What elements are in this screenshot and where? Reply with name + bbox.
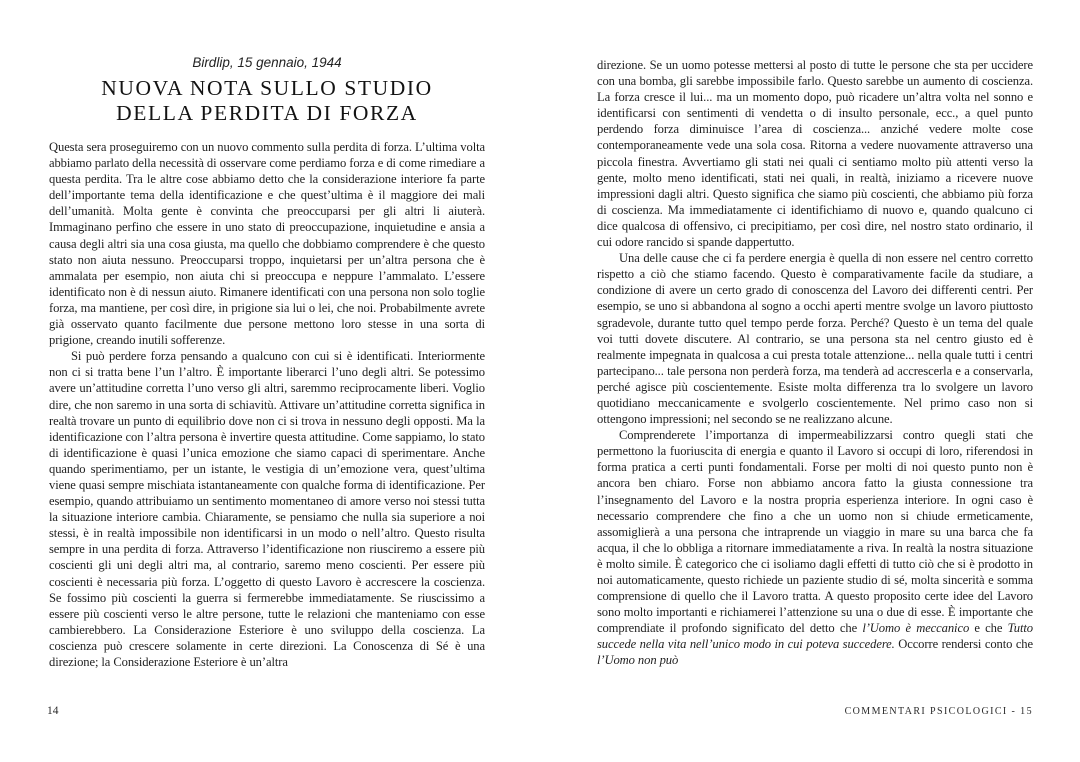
text-run: e che [969,621,1008,636]
text-run: Comprenderete l’importanza di impermeabilizzarsi contro quegli stati che permettono la fuoriuscita di energia e quanto il Lavoro si occupi di loro, riferendosi in forma pratica a certi punti fondamentali. Forse per molti di noi questo punto non è ancora ben chiaro. Forse non abbiamo ancora fatto la giusta connessione tra l’insegnamento del Lavoro e la nostra propria esperienza interiore. In ogni caso è necessario comprendere che fino a che un uomo non si chiude ermeticamente, assomiglierà a una persona che intraprende un viaggio in mare su una barca che fa acqua, il che lo obbliga a ritornare immediatamente a riva. In realtà la nostra situazione è molto simile. È categorico che ci isoliamo dagli effetti di tutto ciò che si è prodotto in noi automaticamente, questo richiede un paziente studio di sé, molta sincerità e somma comprensione di quello che il Lavoro tratta. A questo proposito certe idee del Lavoro sono molto importanti e richiamerei l’attenzione su una o due di esse. È importante che comprendiate il profondo significato del detto che [597,428,1033,636]
paragraph [597,57,1033,250]
dateline: Birdlip, 15 gennaio, 1944 [192,55,342,70]
title-line-1: NUOVA NOTA SULLO STUDIO [101,76,433,100]
article-title [49,76,485,126]
paragraph [597,427,1033,668]
text-run: Occorre rendersi conto che [894,637,1033,652]
italic-run: l’Uomo non può [597,653,679,668]
title-line-2: DELLA PERDITA DI FORZA [116,101,418,125]
italic-run: Tutto succede nella vita nell’unico modo in cui poteva succedere. [597,621,1033,652]
text-run: Questa sera proseguiremo con un nuovo commento sulla perdita di forza. L’ultima volta abbiamo parlato della necessità di osservare come perdiamo forza e di come rimediare a questa perdita. Tra le altre cose abbiamo detto che la considerazione interiore fa parte dell’importante tema della identificazione e che quest’ultima è il maggiore dei mali dell’umanità. Molta gente è convinta che preoccuparsi per gli altri li aiuterà. Immaginano perfino che essere in uno stato di preoccupazione, inquietudine e ansia a causa degli altri sia una cosa giusta, ma quello che dobbiamo comprendere è che questo stato non aiuta nessuno. Preoccuparsi troppo, inquietarsi per un’altra persona che è ammalata per esempio, non aiuta chi si preoccupa e neppure l’ammalato. L’essere identificato non è di nessun aiuto. Rimanere identificati con una persona non solo toglie forza, ma mantiene, per così dire, in prigione sia lui o lei, che noi. Probabilmente avrete già osservato quanto facilmente due persone mettono loro stesse in una sorta di prigione, creando inutili sofferenze. [49,140,485,348]
text-run: direzione. Se un uomo potesse mettersi al posto di tutte le persone che sta per uccidere con una bomba, gli sarebbe impossibile farlo. Questo sarebbe un aumento di coscienza. La forza cresce il lui... ma un momento dopo, può ricadere un’altra volta nel sonno e identificarsi con sentimenti di vendetta o di insulto personale, ecc., a quel punto perdendo forza diminuisce l’area di coscienza... anziché vedere molte cose contemporaneamente vede una sola cosa. Ritorna a vedere nuovamente attraverso una piccola finestra. Avvertiamo gli stati nei quali ci sentiamo molto più attenti verso la gente, molto meno identificati, stati nei quali, in realtà, iniziamo a ricevere nuove impressioni dagli altri. Questo significa che siamo più coscienti, che abbiamo più forza di coscienza. Ma immediatamente ci identifichiamo di nuovo e, quando qualcuno ci dice qualcosa di offensivo, ci precipitiamo, per così dire, nel nostro stato ordinario, il cui odore rancido si spande dappertutto. [597,58,1033,250]
left-page-body [49,139,485,670]
italic-run: l’Uomo è meccanico [862,621,970,636]
text-run: Si può perdere forza pensando a qualcuno con cui si è identificati. Interiormente non ci si tratta bene l’un l’altro. È importante liberarci l’uno degli altri. Se potessimo avere un’attitudine corretta l’uno verso gli altri, saremmo reciprocamente liberi. Voglio dire, che non saremo in una sorta di schiavitù. Attivare un’attitudine corretta significa in realtà trovare un punto di equilibrio dove non ci si trova in nessuno degli opposti. Ma la identificazione con l’altra persona è invertire questa attitudine. Come sappiamo, lo stato di identificazione è quasi l’unica emozione che siamo capaci di sperimentare. Anche quando sperimentiamo, per un istante, le vestigia di un’emozione vera, quest’ultima viene quasi sempre mischiata istantaneamente con qualche forma di identificazione. Per esempio, quando attribuiamo un sentimento momentaneo di amore verso noi stessi tutta la situazione interiore cambia. Chiaramente, se pensiamo che nulla sia superiore a noi stessi, è in realtà impossibile non identificarsi in un modo o nell’altro. Questo risulta sempre in una perdita di forza. Attraverso l’identificazione non riusciremo a essere più coscienti gli uni degli altri ma, al contrario, saremo meno coscienti. Per essere più coscienti è necessaria più forza. L’oggetto di questo Lavoro è accrescere la coscienza. Se fossimo più coscienti la guerra si fermerebbe immediatamente. Se riuscissimo a essere più coscienti verso le altre persone, tutte le relazioni che manteniamo con esse cambierebbero. La Considerazione Esteriore è uno sviluppo della coscienza. La coscienza può crescere solamente in certe direzioni. La Conoscenza di Sé è una direzione; la Considerazione Esteriore è un’altra [49,349,485,669]
right-page-body [597,57,1033,669]
page-number: 14 [47,705,59,717]
right-page [597,0,1033,762]
left-page [49,0,485,762]
text-run: Una delle cause che ci fa perdere energia è quella di non essere nel centro corretto rispetto a ciò che stiamo facendo. Questo è comparativamente facile da studiare, a condizione di avere un certo grado di conoscenza del Lavoro dei differenti centri. Per esempio, se uno si abbandona al sogno a occhi aperti mentre svolge un lavoro piuttosto sgradevole, durante tutto quel tempo perde forza. Perché? Questo è un tema del quale voi tutti dovete discutere. Al contrario, se una persona sta nel centro giusto ed è realmente impegnata in qualcosa a cui presta totale attenzione... nella quale tutti i centri partecipano... tale persona non perderà forza, ma tenderà ad accrescerla e a conservarla, perché agisce più coscientemente. Esiste molta differenza tra lo svolgere un lavoro quotidiano meccanicamente e svolgerlo coscientemente. Nel primo caso non si ottengono impressioni; nel secondo se ne realizzano alcune. [597,251,1033,427]
paragraph [49,348,485,670]
paragraph [597,250,1033,427]
paragraph [49,139,485,348]
running-footer: COMMENTARI PSICOLOGICI - 15 [844,706,1033,717]
